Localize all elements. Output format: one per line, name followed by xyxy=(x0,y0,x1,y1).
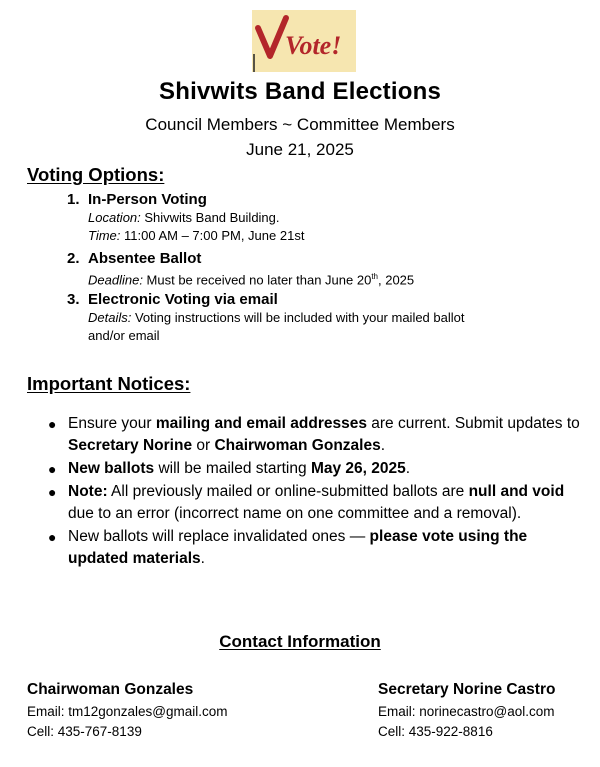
contact-email: Email: norinecastro@aol.com xyxy=(378,704,555,719)
option-title: 3. Electronic Voting via email xyxy=(67,291,278,308)
voting-options-heading: Voting Options: xyxy=(27,164,165,185)
option-deadline: Deadline: Must be received no later than June 20th, 2025 xyxy=(88,272,415,288)
bullet-icon: ● xyxy=(48,484,57,500)
vote-logo xyxy=(252,10,356,72)
contact-cell: Cell: 435-767-8139 xyxy=(27,724,142,739)
page-subtitle: Council Members ~ Committee Members xyxy=(145,115,455,134)
bullet-icon: ● xyxy=(48,461,57,477)
contact-heading: Contact Information xyxy=(219,632,381,651)
contact-secretary xyxy=(378,680,555,742)
option-location: Location: Shivwits Band Building. xyxy=(88,210,280,225)
election-date: June 21, 2025 xyxy=(246,140,354,159)
list-item: ● New ballots will be mailed starting May 26, 2025. xyxy=(48,458,583,480)
important-notices-heading: Important Notices: xyxy=(27,373,191,394)
option-details-cont: and/or email xyxy=(88,328,160,343)
voting-option-in-person xyxy=(67,190,567,245)
contact-cell: Cell: 435-922-8816 xyxy=(378,724,493,739)
option-title: 2. Absentee Ballot xyxy=(67,250,202,267)
list-item: ● New ballots will replace invalidated ones — please vote using the updated materials. xyxy=(48,528,528,567)
voting-option-absentee xyxy=(67,249,567,289)
list-item: ● Note: All previously mailed or online-submitted ballots are null and void due to an error (incorrect name on one committee and a removal). xyxy=(48,483,565,522)
bullet-icon: ● xyxy=(48,529,57,545)
contact-name: Chairwoman Gonzales xyxy=(27,681,194,698)
vote-logo-text: Vote! xyxy=(285,31,342,60)
contact-chairwoman xyxy=(27,680,228,742)
contact-email: Email: tm12gonzales@gmail.com xyxy=(27,704,228,719)
contact-name: Secretary Norine Castro xyxy=(378,681,556,698)
bullet-icon: ● xyxy=(48,416,57,432)
vote-logo-graphic xyxy=(252,10,356,72)
page-title: Shivwits Band Elections xyxy=(159,78,441,105)
notices-list xyxy=(48,413,583,571)
list-item: ● Ensure your mailing and email addresses are current. Submit updates to Secretary Norine or Chairwoman Gonzales. xyxy=(48,415,580,454)
voting-option-electronic xyxy=(67,290,567,345)
option-title: 1. In-Person Voting xyxy=(67,191,207,208)
option-time: Time: 11:00 AM – 7:00 PM, June 21st xyxy=(88,228,305,243)
option-details: Details: Voting instructions will be included with your mailed ballot xyxy=(88,310,465,325)
